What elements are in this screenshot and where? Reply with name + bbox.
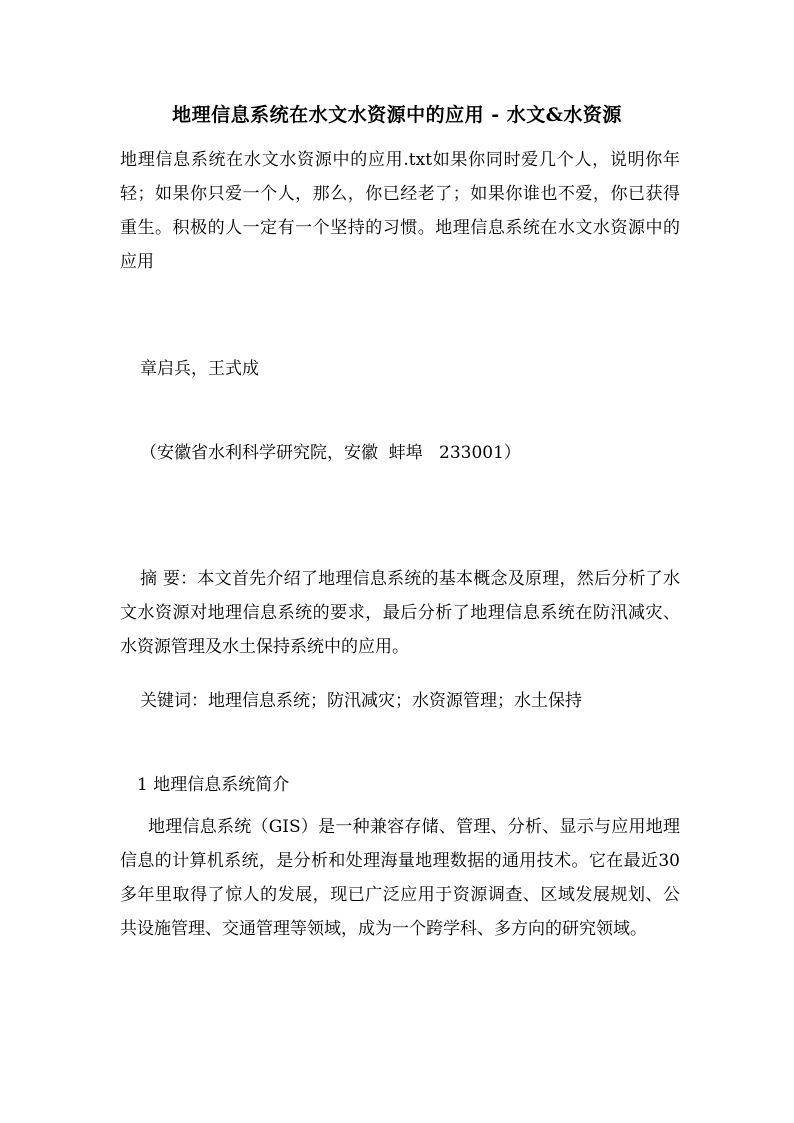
affiliation-line: （安徽省水利科学研究院，安徽 蚌埠 233001） [140, 443, 521, 463]
section-heading: 1 地理信息系统简介 [137, 775, 290, 795]
keywords-line: 关键词：地理信息系统；防汛减灾；水资源管理；水土保持 [140, 691, 582, 711]
intro-paragraph: 地理信息系统在水文水资源中的应用.txt如果你同时爱几个人，说明你年轻；如果你只爱一个人，那么，你已经老了；如果你谁也不爱，你已获得重生。积极的人一定有一个坚持的习惯。地理信息系统在水文水资源中的应用 [120, 150, 680, 272]
section-body-paragraph: 地理信息系统（GIS）是一种兼容存储、管理、分析、显示与应用地理信息的计算机系统，是分析和处理海量地理数据的通用技术。它在最近30多年里取得了惊人的发展，现已广泛应用于资源调查、区域发展规划、公共设施管理、交通管理等领域，成为一个跨学科、多方向的研究领域。 [120, 817, 680, 939]
authors-line: 章启兵，王式成 [140, 359, 259, 379]
abstract-paragraph: 摘 要：本文首先介绍了地理信息系统的基本概念及原理，然后分析了水文水资源对地理信息系统的要求，最后分析了地理信息系统在防汛减灾、水资源管理及水土保持系统中的应用。 [120, 569, 680, 657]
document-title: 地理信息系统在水文水资源中的应用 - 水文&水资源 [172, 104, 622, 126]
